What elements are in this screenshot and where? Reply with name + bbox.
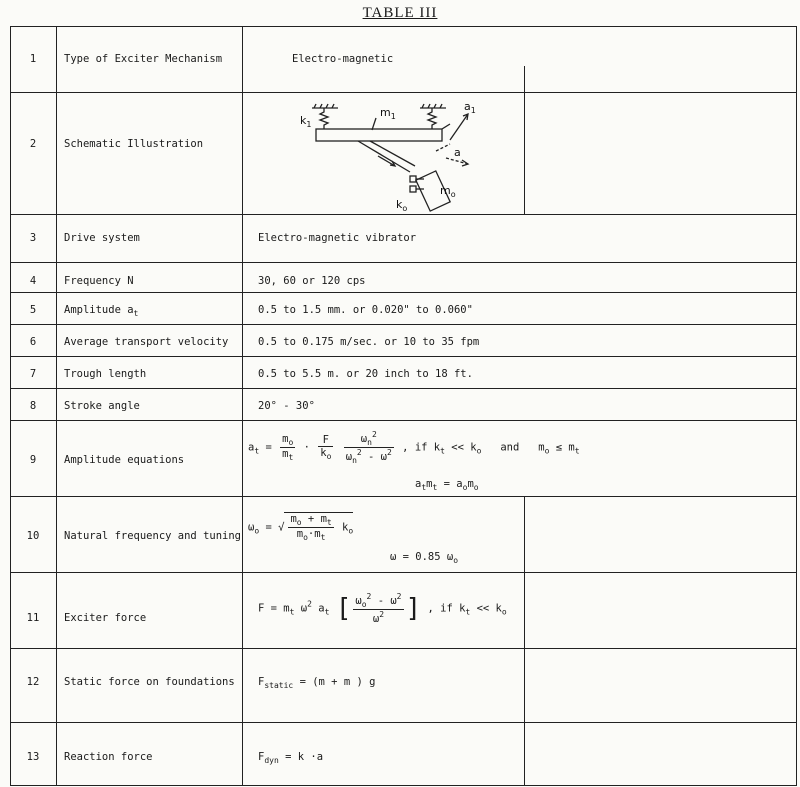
spec-table (10, 26, 798, 786)
row-label: Type of Exciter Mechanism (64, 53, 223, 65)
row-label: Schematic Illustration (64, 138, 204, 150)
schematic-illustration (250, 96, 520, 212)
row-number: 7 (29, 368, 37, 380)
row-divider (10, 92, 796, 93)
row-number: 10 (26, 530, 40, 542)
row-divider (10, 262, 796, 263)
row-number: 4 (29, 275, 37, 287)
row-number: 13 (26, 751, 40, 763)
k1-label: $k_1$ (300, 114, 312, 129)
row-divider (10, 356, 796, 357)
row-divider (10, 572, 796, 573)
row-label: Exciter force (64, 612, 147, 624)
row-value: Electro-magnetic vibrator (258, 232, 417, 244)
row-number: 3 (29, 232, 37, 244)
row-label: Trough length (64, 368, 147, 380)
row-number: 6 (29, 336, 37, 348)
exciter-force-equation: $F = m_t$ $\omega^2$ $a_t$ [ $\frac{\omega_o^2 - \omega^2}{\omega^2}$ ] , if $k_t << k_o$ (258, 592, 507, 625)
row-number: 2 (29, 138, 37, 150)
tuning-equation: ω = 0.85 $\omega_o$ (390, 551, 459, 565)
m0-label: $m_o$ (440, 184, 456, 199)
row-number: 9 (29, 454, 37, 466)
col-divider (242, 26, 243, 786)
amplitude-relation: $a_tm_t = a_om_o$ (415, 478, 479, 492)
natural-frequency-equation: $\omega_o$ = √ $\frac{m_o + m_t}{m_o\cdot m_t}$ $k_o$ (248, 513, 354, 542)
col-divider (524, 496, 525, 786)
row-number: 1 (29, 53, 37, 65)
m1-label: $m_1$ (380, 106, 396, 121)
row-number: 8 (29, 400, 37, 412)
row-divider (10, 496, 796, 497)
row-value: 30, 60 or 120 cps (258, 275, 366, 287)
col-divider (796, 26, 797, 786)
row-label: Amplitude $a_t$ (64, 304, 139, 318)
row-number: 12 (26, 676, 40, 688)
row-value: Electro-magnetic (292, 53, 394, 65)
a1-label: $a_1$ (464, 100, 476, 115)
row-label: Drive system (64, 232, 140, 244)
row-divider (10, 26, 796, 27)
row-value: 0.5 to 1.5 mm. or 0.020" to 0.060" (258, 304, 473, 316)
row-number: 11 (26, 612, 40, 624)
row-divider (10, 292, 796, 293)
row-divider (10, 214, 796, 215)
row-value: 0.5 to 0.175 m/sec. or 10 to 35 fpm (258, 336, 480, 348)
row-divider (10, 785, 796, 786)
row-value: 20° - 30° (258, 400, 315, 412)
row-divider (10, 324, 796, 325)
row-label: Static force on foundations (64, 676, 235, 688)
row-divider (10, 420, 796, 421)
k0-label: $k_o$ (396, 198, 408, 212)
col-divider (524, 66, 525, 214)
row-divider (10, 648, 796, 649)
row-number: 5 (29, 304, 37, 316)
amplitude-equation: $a_t$ = $\frac{m_o}{m_t}$ · $\frac{F}{k_o}$ $\frac{\omega_n^2}{\omega_n^2 - \omega^2}$ , if $k_t << k_o$ and $m_o \le m_t$ (248, 430, 580, 465)
col-divider (56, 26, 57, 786)
a-label: a (454, 146, 461, 159)
static-force-equation: $F_{static} = (m + m$ ) g (258, 676, 376, 690)
reaction-force-equation: $F_{dyn} = k \cdot a$ (258, 751, 324, 765)
row-label: Average transport velocity (64, 336, 229, 348)
row-divider (10, 722, 796, 723)
row-value: 0.5 to 5.5 m. or 20 inch to 18 ft. (258, 368, 473, 380)
row-label: Frequency N (64, 275, 134, 287)
row-label: Amplitude equations (64, 454, 185, 466)
row-label: Stroke angle (64, 400, 140, 412)
row-label: Reaction force (64, 751, 153, 763)
row-divider (10, 388, 796, 389)
row-label: Natural frequency and tuning (64, 530, 242, 542)
table-title: TABLE III (362, 5, 438, 21)
